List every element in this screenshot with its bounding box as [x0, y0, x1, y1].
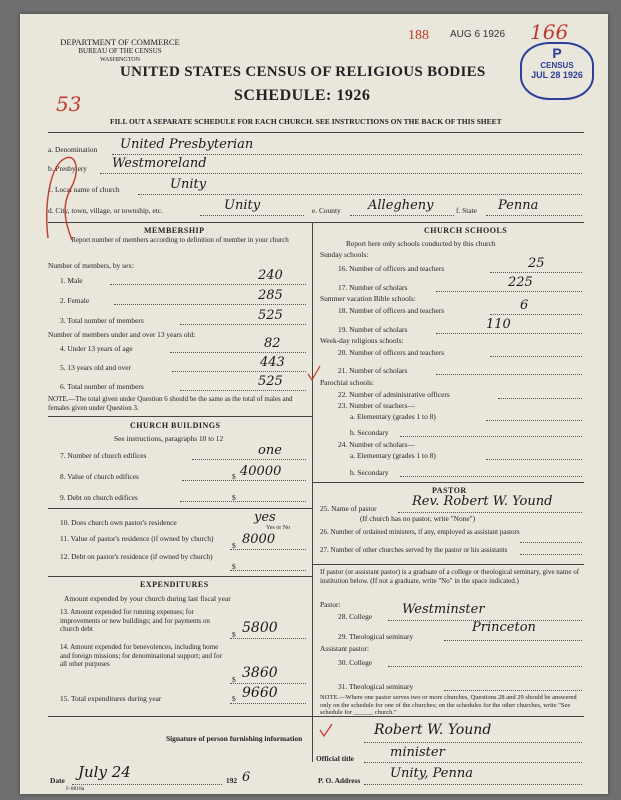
- sunday-schools-label: Sunday schools:: [320, 250, 369, 259]
- q15-value[interactable]: 9660: [242, 685, 278, 701]
- q29-value[interactable]: Princeton: [472, 620, 536, 635]
- q11-label: 11. Value of pastor's residence (if owned by church): [60, 534, 214, 543]
- red-number-53: 53: [56, 92, 82, 116]
- local-name-label: c. Local name of church: [48, 185, 120, 194]
- membership-heading: MEMBERSHIP: [144, 226, 205, 235]
- form-title: UNITED STATES CENSUS OF RELIGIOUS BODIES: [120, 64, 486, 80]
- q29-label: 29. Theological seminary: [338, 632, 414, 641]
- q11-value[interactable]: 8000: [242, 532, 276, 547]
- yes-no-hint: Yes or No: [266, 525, 291, 531]
- q7-label: 7. Number of church edifices: [60, 451, 147, 460]
- bureau-name: BUREAU OF THE CENSUS: [78, 47, 162, 55]
- q12-dollar: $: [232, 562, 236, 571]
- date-label: Date: [50, 776, 65, 785]
- denomination-value[interactable]: United Presbyterian: [120, 137, 254, 152]
- weekday-schools-label: Week-day religious schools:: [320, 336, 404, 345]
- q19-label: 19. Number of scholars: [338, 325, 408, 334]
- q10-value[interactable]: yes: [254, 510, 276, 525]
- presbytery-value[interactable]: Westmoreland: [112, 156, 207, 171]
- q28-value[interactable]: Westminster: [402, 602, 485, 617]
- membership-note: NOTE.—The total given under Question 6 should be the same as the total of males and females given under Question 3.: [48, 395, 293, 412]
- q6-value[interactable]: 525: [258, 374, 283, 389]
- q16-label: 16. Number of officers and teachers: [338, 264, 445, 273]
- schools-heading: CHURCH SCHOOLS: [424, 226, 508, 235]
- q28-label: 28. College: [338, 612, 373, 621]
- pastor-note: NOTE.—Where one pastor serves two or more churches, Questions 28 and 29 should be answered only on the schedule for one of the churches; on the schedules for the other churches, write "See schedule for ______ church.": [320, 694, 577, 716]
- state-label: f. State: [456, 206, 477, 215]
- schedule-title: SCHEDULE: 1926: [234, 87, 371, 104]
- q25-value[interactable]: Rev. Robert W. Yound: [412, 494, 553, 509]
- q8-dollar: $: [232, 472, 236, 481]
- q23b-label: b. Secondary: [350, 428, 389, 437]
- year-label: 192: [226, 776, 238, 785]
- presbytery-label: b. Presbytery: [48, 164, 87, 173]
- q4-value[interactable]: 82: [264, 336, 281, 351]
- q13-value[interactable]: 5800: [242, 620, 278, 636]
- q8-label: 8. Value of church edifices: [60, 472, 139, 481]
- q17-value[interactable]: 225: [508, 275, 533, 290]
- q23a-label: a. Elementary (grades 1 to 8): [350, 412, 436, 421]
- q25-note: (If church has no pastor, write "None"): [360, 514, 476, 523]
- red-number-166: 166: [530, 20, 569, 44]
- parochial-schools-label: Parochial schools:: [320, 378, 374, 387]
- q16-value[interactable]: 25: [528, 256, 545, 271]
- q2-label: 2. Female: [60, 296, 90, 305]
- county-label: e. County: [312, 206, 341, 215]
- stamp-letter: P: [552, 45, 562, 61]
- local-name-value[interactable]: Unity: [170, 177, 207, 192]
- state-value[interactable]: Penna: [498, 198, 539, 213]
- q27-label: 27. Number of other churches served by the pastor or his assistants: [320, 546, 508, 554]
- red-pencil-marks: [20, 14, 608, 794]
- county-value[interactable]: Allegheny: [368, 198, 434, 213]
- q30-label: 30. College: [338, 658, 373, 667]
- buildings-heading: CHURCH BUILDINGS: [130, 421, 221, 430]
- q19-value[interactable]: 110: [486, 317, 511, 332]
- q15-dollar: $: [232, 694, 236, 703]
- q11-dollar: $: [232, 541, 236, 550]
- q5-value[interactable]: 443: [260, 355, 285, 370]
- q23-label: 23. Number of teachers—: [338, 401, 415, 410]
- q24b-label: b. Secondary: [350, 468, 389, 477]
- q5-label: 5. 13 years old and over: [60, 363, 132, 372]
- q14-dollar: $: [232, 675, 236, 684]
- membership-intro: Report number of members according to definition of member in your church: [71, 236, 289, 244]
- q25-label: 25. Name of pastor: [320, 504, 377, 513]
- city-label: d. City, town, village, or township, etc.: [48, 206, 163, 215]
- q4-label: 4. Under 13 years of age: [60, 344, 133, 353]
- fill-out-instruction: FILL OUT A SEPARATE SCHEDULE FOR EACH CHURCH. SEE INSTRUCTIONS ON THE BACK OF THIS SHEET: [110, 117, 502, 126]
- census-schedule-sheet: [20, 14, 608, 794]
- members-by-sex-label: Number of members, by sex:: [48, 261, 134, 270]
- age-intro-label: Number of members under and over 13 years old:: [48, 330, 196, 339]
- q6-label: 6. Total number of members: [60, 382, 144, 391]
- q24a-label: a. Elementary (grades 1 to 8): [350, 451, 436, 460]
- summer-schools-label: Summer vacation Bible schools:: [320, 294, 416, 303]
- q22-label: 22. Number of administrative officers: [338, 390, 450, 399]
- q14-label: 14. Amount expended for benevolences, including home and foreign missions; for denominational support; and for all other purposes: [60, 643, 222, 668]
- q9-label: 9. Debt on church edifices: [60, 493, 138, 502]
- pastor-heading: PASTOR: [432, 486, 467, 495]
- official-title-value[interactable]: minister: [390, 745, 445, 760]
- q9-dollar: $: [232, 493, 236, 502]
- po-address-value[interactable]: Unity, Penna: [390, 766, 473, 781]
- q13-label: 13. Amount expended for running expenses; for improvements or new buildings; and for payments on church debt: [60, 608, 210, 633]
- q26-label: 26. Number of ordained ministers, if any, employed as assistant pastors: [320, 528, 520, 536]
- expenditures-heading: EXPENDITURES: [140, 580, 209, 589]
- form-number: F-8818a: [66, 786, 85, 792]
- department-name: DEPARTMENT OF COMMERCE: [60, 37, 180, 47]
- q18-label: 18. Number of officers and teachers: [338, 306, 445, 315]
- city-name: WASHINGTON: [100, 57, 140, 63]
- q10-label: 10. Does church own pastor's residence: [60, 518, 177, 527]
- received-date-stamp: AUG 6 1926: [450, 29, 506, 40]
- denomination-label: a. Denomination: [48, 145, 98, 154]
- college-intro: If pastor (or assistant pastor) is a graduate of a college or theological seminary, give name of institution below. (If not a graduate, write "No" in the space indicated.): [320, 568, 580, 585]
- q14-value[interactable]: 3860: [242, 665, 278, 681]
- q3-value[interactable]: 525: [258, 308, 283, 323]
- q20-label: 20. Number of officers and teachers: [338, 348, 445, 357]
- schools-intro: Report here only schools conducted by this church: [346, 239, 496, 248]
- form-number-188: 188: [408, 28, 429, 43]
- signature-value[interactable]: Robert W. Yound: [374, 722, 492, 738]
- q2-value[interactable]: 285: [258, 288, 283, 303]
- q12-label: 12. Debt on pastor's residence (if owned by church): [60, 552, 213, 561]
- q17-label: 17. Number of scholars: [338, 283, 408, 292]
- q7-value[interactable]: one: [258, 443, 282, 458]
- q1-label: 1. Male: [60, 276, 83, 285]
- assistant-pastor-label: Assistant pastor:: [320, 644, 370, 653]
- po-address-label: P. O. Address: [318, 776, 361, 785]
- q13-dollar: $: [232, 630, 236, 639]
- q24-label: 24. Number of scholars—: [338, 440, 415, 449]
- q21-label: 21. Number of scholars: [338, 366, 408, 375]
- city-value[interactable]: Unity: [224, 198, 261, 213]
- official-title-label: Official title: [316, 754, 354, 763]
- year-digit[interactable]: 6: [242, 770, 251, 785]
- q18-value[interactable]: 6: [520, 298, 529, 313]
- stamp-date: JUL 28 1926: [531, 70, 583, 80]
- q8-value[interactable]: 40000: [240, 464, 282, 479]
- q3-label: 3. Total number of members: [60, 316, 144, 325]
- expenditures-sub: Amount expended by your church during last fiscal year: [64, 594, 231, 603]
- q1-value[interactable]: 240: [258, 268, 283, 283]
- date-value[interactable]: July 24: [78, 763, 131, 781]
- pastor-sub-label: Pastor:: [320, 600, 341, 609]
- buildings-sub: See instructions, paragraphs 10 to 12: [114, 434, 224, 443]
- q31-label: 31. Theological seminary: [338, 682, 414, 691]
- signature-label: Signature of person furnishing information: [166, 734, 303, 743]
- q15-label: 15. Total expenditures during year: [60, 694, 162, 703]
- stamp-census: CENSUS: [540, 61, 574, 70]
